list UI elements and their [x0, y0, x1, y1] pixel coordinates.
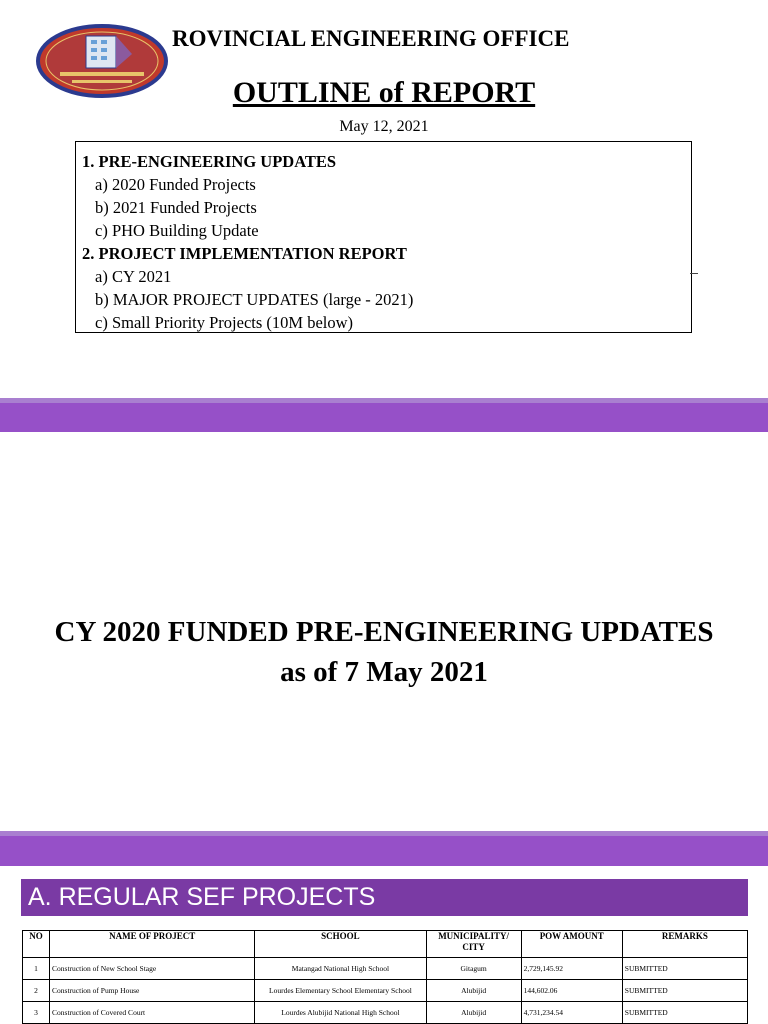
- cell-no: 1: [23, 958, 50, 980]
- cell-remarks: SUBMITTED: [622, 980, 747, 1002]
- table-row: [23, 958, 748, 980]
- report-date: May 12, 2021: [339, 118, 429, 135]
- cell-no: 2: [23, 980, 50, 1002]
- office-title: ROVINCIAL ENGINEERING OFFICE: [172, 26, 570, 51]
- cell-amount: 4,731,234.54: [521, 1002, 622, 1024]
- cell-name: Construction of New School Stage: [50, 958, 255, 980]
- cell-school: Lourdes Alubijid National High School: [255, 1002, 426, 1024]
- outline-item: c) PHO Building Update: [95, 221, 259, 240]
- divider: [690, 273, 698, 274]
- slide-divider-band: [0, 836, 768, 866]
- cell-city: Alubijid: [426, 980, 521, 1002]
- outline-item: b) MAJOR PROJECT UPDATES (large - 2021): [95, 290, 414, 309]
- slide-title-line: CY 2020 FUNDED PRE-ENGINEERING UPDATES: [54, 616, 714, 648]
- header-name: NAME OF PROJECT: [50, 931, 255, 958]
- header-amount: POW AMOUNT: [521, 931, 622, 958]
- cell-school: Matangad National High School: [255, 958, 426, 980]
- slide-title: [0, 612, 768, 692]
- table-row: [23, 980, 748, 1002]
- cell-remarks: SUBMITTED: [622, 1002, 747, 1024]
- outline-item: a) 2020 Funded Projects: [95, 175, 256, 194]
- table-row: [23, 1002, 748, 1024]
- cell-name: Construction of Pump House: [50, 980, 255, 1002]
- slide-subtitle-line: as of 7 May 2021: [280, 656, 488, 688]
- outline-section: 1. PRE-ENGINEERING UPDATES: [82, 152, 337, 171]
- cell-amount: 144,602.06: [521, 980, 622, 1002]
- cell-school: Lourdes Elementary School Elementary School: [255, 980, 426, 1002]
- outline-item: b) 2021 Funded Projects: [95, 198, 257, 217]
- outline-item: c) Small Priority Projects (10M below): [95, 313, 354, 332]
- cell-city: Gitagum: [426, 958, 521, 980]
- slide-divider-band: [0, 403, 768, 432]
- cell-amount: 2,729,145.92: [521, 958, 622, 980]
- header-city: MUNICIPALITY/ CITY: [426, 931, 521, 958]
- header-no: NO: [23, 931, 50, 958]
- outline-item: a) CY 2021: [95, 267, 172, 286]
- cell-name: Construction of Covered Court: [50, 1002, 255, 1024]
- outline-section: 2. PROJECT IMPLEMENTATION REPORT: [82, 244, 407, 263]
- header-remarks: REMARKS: [622, 931, 747, 958]
- report-title: OUTLINE of REPORT: [232, 76, 536, 109]
- outline-box: [75, 141, 692, 333]
- projects-table: [22, 930, 748, 1024]
- cell-remarks: SUBMITTED: [622, 958, 747, 980]
- table-header-row: [23, 931, 748, 958]
- section-header: A. REGULAR SEF PROJECTS: [21, 879, 748, 916]
- cell-city: Alubijid: [426, 1002, 521, 1024]
- cell-no: 3: [23, 1002, 50, 1024]
- header-school: SCHOOL: [255, 931, 426, 958]
